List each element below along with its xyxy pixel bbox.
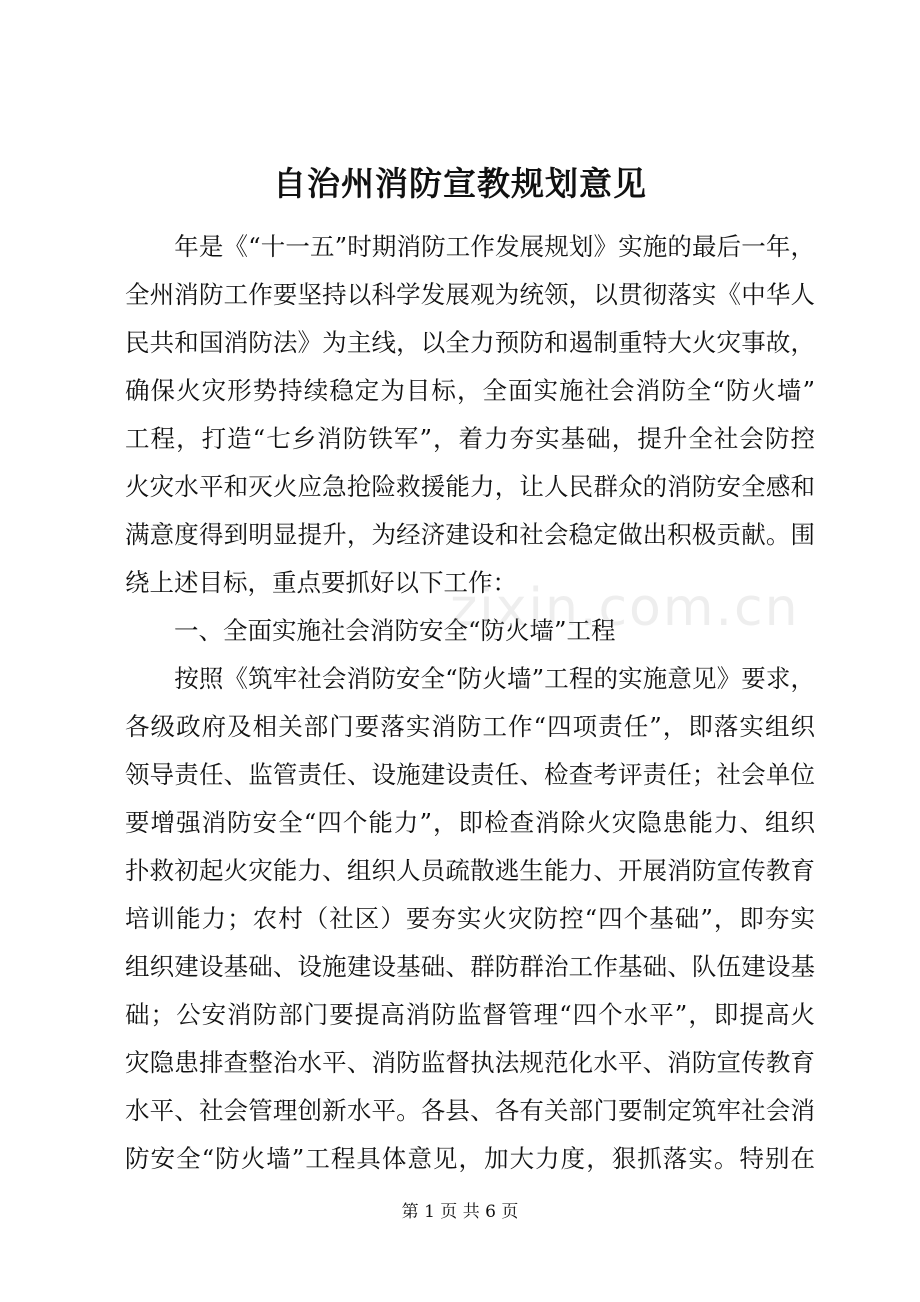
body-line: 灾隐患排查整治水平、消防监督执法规范化水平、消防宣传教育 — [125, 1048, 815, 1077]
body-line: 民共和国消防法》为主线，以全力预防和遏制重特大火灾事故， — [125, 328, 815, 357]
body-line: 工程，打造“七乡消防铁军”，着力夯实基础，提升全社会防控 — [125, 424, 815, 453]
body-line: 火灾水平和灭火应急抢险救援能力，让人民群众的消防安全感和 — [125, 472, 815, 501]
body-line: 确保火灾形势持续稳定为目标，全面实施社会消防全“防火墙” — [125, 376, 815, 405]
body-line: 础；公安消防部门要提高消防监督管理“四个水平”，即提高火 — [125, 1000, 815, 1029]
section-heading: 一、全面实施社会消防安全“防火墙”工程 — [125, 616, 616, 645]
body-line: 满意度得到明显提升，为经济建设和社会稳定做出积极贡献。围 — [125, 520, 815, 549]
body-line: 扑救初起火灾能力、组织人员疏散逃生能力、开展消防宣传教育 — [125, 856, 815, 885]
body-line: 防安全“防火墙”工程具体意见，加大力度，狠抓落实。特别在 — [125, 1144, 815, 1173]
body-line: 领导责任、监管责任、设施建设责任、检查考评责任；社会单位 — [125, 760, 815, 789]
body-line: 年是《“十一五”时期消防工作发展规划》实施的最后一年， — [125, 232, 815, 261]
body-line: 组织建设基础、设施建设基础、群防群治工作基础、队伍建设基 — [125, 952, 815, 981]
document-title: 自治州消防宣教规划意见 — [273, 164, 647, 203]
body-line: 水平、社会管理创新水平。各县、各有关部门要制定筑牢社会消 — [125, 1096, 815, 1125]
watermark: zixin.com.cn — [450, 578, 800, 638]
body-line: 绕上述目标，重点要抓好以下工作： — [125, 568, 517, 597]
body-line: 培训能力；农村（社区）要夯实火灾防控“四个基础”，即夯实 — [125, 904, 815, 933]
page-footer: 第 1 页 共 6 页 — [401, 1202, 519, 1222]
body-line: 按照《筑牢社会消防安全“防火墙”工程的实施意见》要求， — [125, 664, 815, 693]
body-line: 全州消防工作要坚持以科学发展观为统领，以贯彻落实《中华人 — [125, 280, 815, 309]
body-line: 要增强消防安全“四个能力”，即检查消除火灾隐患能力、组织 — [125, 808, 815, 837]
body-line: 各级政府及相关部门要落实消防工作“四项责任”，即落实组织 — [125, 712, 815, 741]
